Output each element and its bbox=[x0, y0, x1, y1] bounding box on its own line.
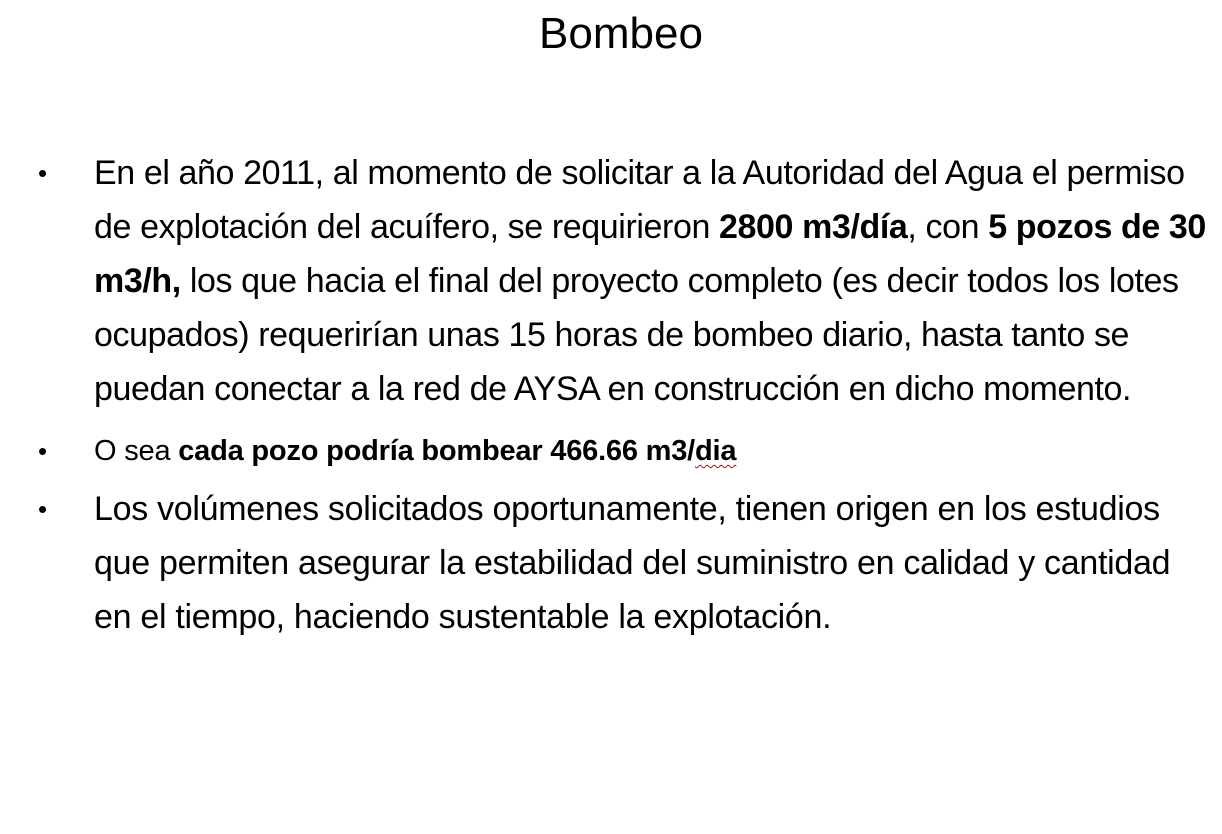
bullet-text: O sea bbox=[94, 435, 179, 467]
bullet-list bbox=[38, 146, 1213, 644]
bullet-text: Los volúmenes solicitados oportunamente, tienen origen en los estudios que permiten asegurar la estabilidad del suministro en calidad y cantidad en el tiempo, haciendo sustentable la explotación. bbox=[94, 490, 1171, 636]
bullet-dot-icon: • bbox=[38, 436, 47, 466]
bullet-text: En el año 2011, al momento de solicitar a la Autoridad del Agua el permiso de explotación del acuífero, se requirieron bbox=[94, 154, 1185, 246]
bullet-item-volumes bbox=[38, 482, 1213, 644]
bullet-bold-text: 2800 m3/día bbox=[719, 208, 908, 246]
bullet-item-per-well bbox=[38, 428, 1213, 474]
bullet-item-permit bbox=[38, 146, 1213, 416]
bullet-dot-icon: • bbox=[38, 158, 47, 188]
bullet-text: , con bbox=[907, 208, 989, 246]
bullet-text: los que hacia el final del proyecto completo (es decir todos los lotes ocupados) requerirían unas 15 horas de bombeo diario, hasta tanto se puedan conectar a la red de AYSA en construcción en dicho momento. bbox=[94, 262, 1179, 408]
bullet-bold-text: 5 pozos de 30 m3/h, bbox=[94, 208, 1206, 300]
bullet-dot-icon: • bbox=[38, 494, 47, 524]
bullet-bold-text: cada pozo podría bombear 466.66 m3/ bbox=[178, 435, 696, 467]
slide-title: Bombeo bbox=[539, 9, 703, 58]
spellcheck-flagged-word: dia bbox=[695, 435, 737, 467]
